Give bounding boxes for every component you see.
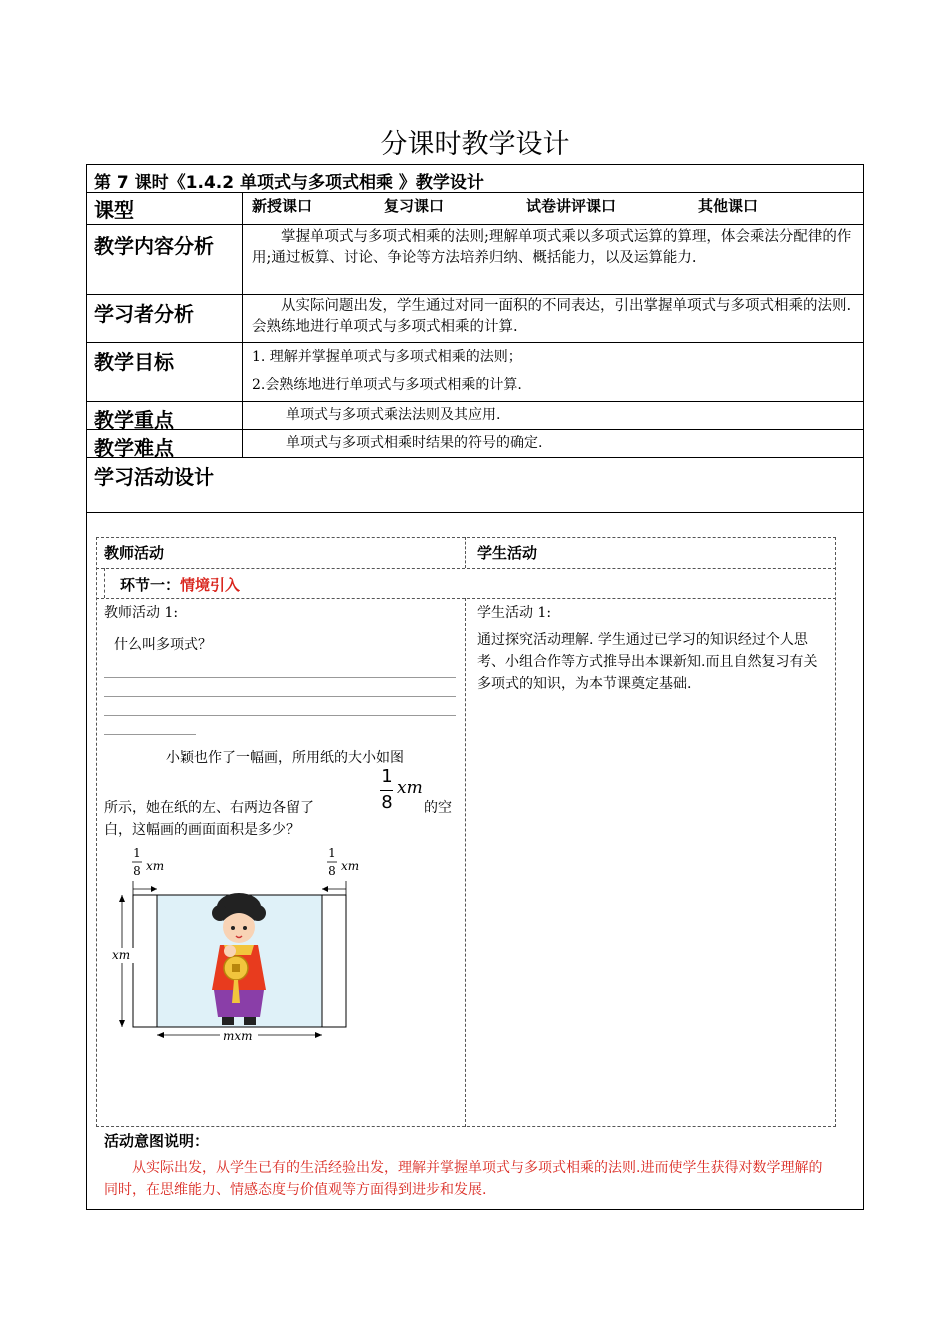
- right-margin-denominator: 8: [328, 864, 336, 878]
- row-divider: [86, 429, 864, 430]
- painting-figure: [110, 845, 365, 1045]
- fraction-bar: [380, 790, 393, 791]
- goals-label: 教学目标: [94, 350, 174, 374]
- activity-column-divider: [465, 537, 466, 568]
- fraction-numerator: 1: [381, 766, 393, 787]
- key-points-text: 单项式与多项式乘法法则及其应用.: [286, 407, 501, 423]
- row-divider: [86, 457, 864, 458]
- answer-line: [104, 677, 456, 678]
- intent-text: 从实际出发，从学生已有的生活经验出发，理解并掌握单项式与多项式相乘的法则.进而使学生获得对数学理解的同时，在思维能力、情感态度与价值观等方面得到进步和发展.: [104, 1160, 823, 1198]
- type-label: 课型: [94, 198, 134, 222]
- lesson-title: 第 7 课时《1.4.2 单项式与多项式相乘 》教学设计: [94, 173, 484, 193]
- width-arrowhead: [315, 1032, 322, 1038]
- eye: [231, 926, 235, 930]
- row-divider: [86, 224, 864, 225]
- right-margin-numerator: 1: [328, 846, 336, 860]
- right-margin-unit: xm: [341, 859, 360, 873]
- stage-heading: [120, 574, 240, 595]
- answer-line: [104, 715, 456, 716]
- left-margin-denominator: 8: [133, 864, 141, 878]
- goal-item: 2.会熟练地进行单项式与多项式相乘的计算.: [252, 377, 522, 393]
- goal-item: 1. 理解并掌握单项式与多项式相乘的法则；: [252, 349, 522, 365]
- girl-illustration: [212, 893, 266, 1025]
- shoe: [244, 1017, 256, 1025]
- type-option-other: 其他课口: [698, 197, 759, 215]
- intent-label: 活动意图说明：: [104, 1132, 210, 1150]
- student-activity-label: 学生活动 1:: [477, 605, 552, 621]
- answer-line: [104, 696, 456, 697]
- fraction-variable: xm: [397, 778, 423, 798]
- answer-line: [104, 734, 196, 735]
- teacher-activity-label: 教师活动 1:: [104, 605, 179, 621]
- question-text: 什么叫多项式？: [114, 637, 212, 653]
- left-margin-arrowhead: [151, 886, 157, 892]
- difficulties-label: 教学难点: [94, 436, 174, 460]
- learner-analysis-text: 从实际问题出发，学生通过对同一面积的不同表达，引出掌握单项式与多项式相乘的法则.会熟练地进行单项式与多项式相乘的计算.: [252, 298, 852, 335]
- stage-name: 情境引入: [180, 576, 241, 594]
- row-divider: [86, 294, 864, 295]
- problem-text-line2: 所示，她在纸的左、右两边各留了: [104, 800, 314, 816]
- row-divider: [86, 512, 864, 513]
- row-divider: [86, 342, 864, 343]
- content-analysis-label: 教学内容分析: [94, 234, 214, 258]
- row-divider: [86, 401, 864, 402]
- key-points-label: 教学重点: [94, 408, 174, 432]
- fraction-denominator: 8: [381, 792, 393, 813]
- teacher-activity-header: 教师活动: [104, 544, 165, 562]
- activity-column-divider: [104, 568, 105, 598]
- height-arrowhead: [119, 895, 125, 902]
- left-margin-unit: xm: [146, 859, 165, 873]
- right-margin-arrowhead: [322, 886, 328, 892]
- activity-design-label: 学习活动设计: [94, 465, 214, 489]
- content-analysis-text: 掌握单项式与多项式相乘的法则;理解单项式乘以多项式运算的算理，体会乘法分配律的作用;通过板算、讨论、争论等方法培养归纳、概括能力，以及运算能力.: [252, 229, 852, 266]
- difficulties-text: 单项式与多项式相乘时结果的符号的确定.: [286, 435, 543, 451]
- hand: [224, 945, 236, 957]
- type-option-new: 新授课口: [252, 197, 313, 215]
- column-divider: [242, 192, 243, 457]
- shoe: [222, 1017, 234, 1025]
- coin-hole: [232, 964, 240, 972]
- problem-text-line3: 白，这幅画的画面面积是多少？: [104, 822, 300, 838]
- student-activity-header: 学生活动: [477, 544, 538, 562]
- height-label: xm: [112, 948, 131, 962]
- activity-column-divider: [465, 598, 466, 1127]
- learner-analysis-label: 学习者分析: [94, 302, 194, 326]
- width-label: mxm: [223, 1029, 253, 1043]
- page-title: 分课时教学设计: [380, 129, 570, 160]
- stage-prefix: 环节一：: [120, 576, 181, 594]
- activity-row-divider: [96, 598, 836, 599]
- problem-text-line1: 小颖也作了一幅画，所用纸的大小如图: [166, 750, 404, 766]
- left-margin-numerator: 1: [133, 846, 141, 860]
- type-option-exam: 试卷讲评课口: [526, 197, 617, 215]
- problem-text-line2-end: 的空: [424, 800, 452, 816]
- height-arrowhead: [119, 1020, 125, 1027]
- eye: [243, 926, 247, 930]
- type-option-review: 复习课口: [384, 197, 445, 215]
- activity-row-divider: [96, 568, 836, 569]
- width-arrowhead: [157, 1032, 164, 1038]
- student-activity-text: 通过探究活动理解. 学生通过已学习的知识经过个人思考、小组合作等方式推导出本课新知.而且自然复习有关多项式的知识，为本节课奠定基础.: [477, 632, 818, 692]
